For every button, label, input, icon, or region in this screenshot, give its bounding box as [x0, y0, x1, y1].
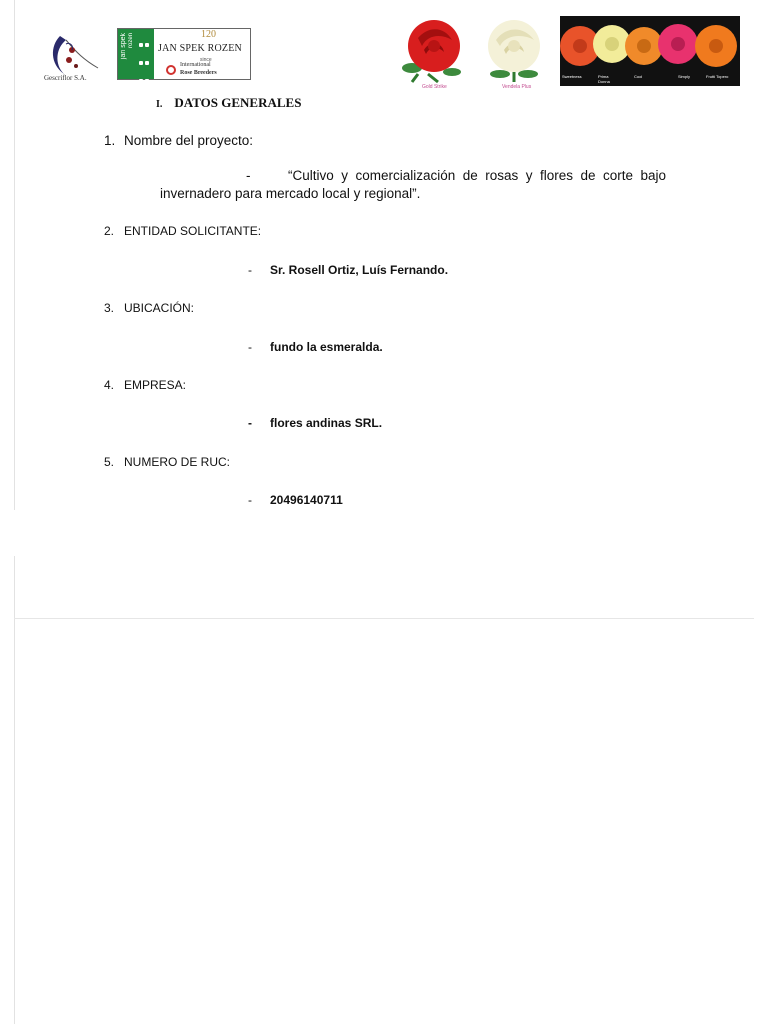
variety-label: Frutti Topero	[706, 74, 729, 79]
rose-caption: Vendela Plus	[502, 84, 532, 90]
logo-name: JAN SPEK ROZEN	[158, 43, 242, 54]
item-location-label	[104, 301, 194, 315]
variety-label: Donna	[598, 79, 610, 84]
company-value	[248, 416, 382, 430]
rose-breeders-icon	[166, 65, 176, 75]
rose-variety-labels	[560, 74, 740, 86]
item-number: 4.	[104, 378, 115, 392]
item-value-text: Sr. Rosell Ortiz, Luís Fernando.	[270, 263, 449, 277]
logo-vertical-text: jan spek	[120, 33, 127, 60]
logo-green-panel	[118, 29, 154, 79]
item-label-text: EMPRESA:	[124, 378, 187, 392]
jan-spek-rozen-logo	[117, 28, 251, 80]
rose-varieties-image	[560, 16, 740, 86]
item-number: 1.	[104, 133, 116, 148]
item-number: 5.	[104, 455, 115, 469]
item-dash: -	[246, 168, 251, 183]
item-company-label	[104, 378, 186, 392]
item-label-text: NUMERO DE RUC:	[124, 455, 231, 469]
item-label-text: ENTIDAD SOLICITANTE:	[124, 224, 262, 238]
item-dash: -	[248, 416, 252, 430]
item-value-text: fundo la esmeralda.	[270, 340, 383, 354]
logo-vertical-text: rozen	[128, 33, 134, 49]
page-break	[14, 618, 754, 619]
applicant-value	[248, 263, 448, 277]
item-label-text: Nombre del proyecto:	[124, 133, 254, 148]
rose-caption: Gold Strike	[422, 84, 447, 90]
item-dash: -	[248, 493, 252, 507]
logo-rose-breeders: International	[180, 62, 211, 68]
section-number: I.	[156, 99, 163, 110]
project-name-value	[160, 167, 666, 203]
location-value	[248, 340, 383, 354]
item-number: 2.	[104, 224, 115, 238]
variety-label: Prima	[598, 74, 609, 79]
item-value-text: 20496140711	[270, 493, 343, 507]
ruc-value	[248, 493, 343, 507]
item-applicant-label	[104, 224, 261, 238]
logo-dots-icon	[138, 35, 152, 89]
white-rose-image	[478, 16, 552, 84]
item-project-name-label	[104, 133, 253, 148]
logo-caption: Gescriflor S.A.	[44, 74, 87, 82]
item-dash: -	[248, 263, 252, 277]
item-value-text: flores andinas SRL.	[270, 416, 383, 430]
variety-label: Cool	[634, 74, 643, 79]
section-title: DATOS GENERALES	[174, 95, 302, 110]
logo-year: 120	[201, 29, 216, 40]
item-dash: -	[248, 340, 252, 354]
item-number: 3.	[104, 301, 115, 315]
logo-rose-breeders: Rose Breeders	[180, 70, 217, 76]
item-ruc-label	[104, 455, 230, 469]
page-edge	[14, 0, 15, 510]
page-edge	[14, 556, 15, 1024]
variety-label: Simply	[678, 74, 691, 79]
item-value-text: “Cultivo y comercialización de rosas y flores de corte bajo invernadero para mercado local y regional”.	[160, 168, 666, 201]
section-heading	[156, 95, 301, 111]
logo-sub: since	[200, 57, 212, 63]
red-rose-image	[398, 16, 472, 84]
variety-label: Sweetness	[562, 74, 582, 79]
item-label-text: UBICACIÓN:	[124, 301, 195, 315]
